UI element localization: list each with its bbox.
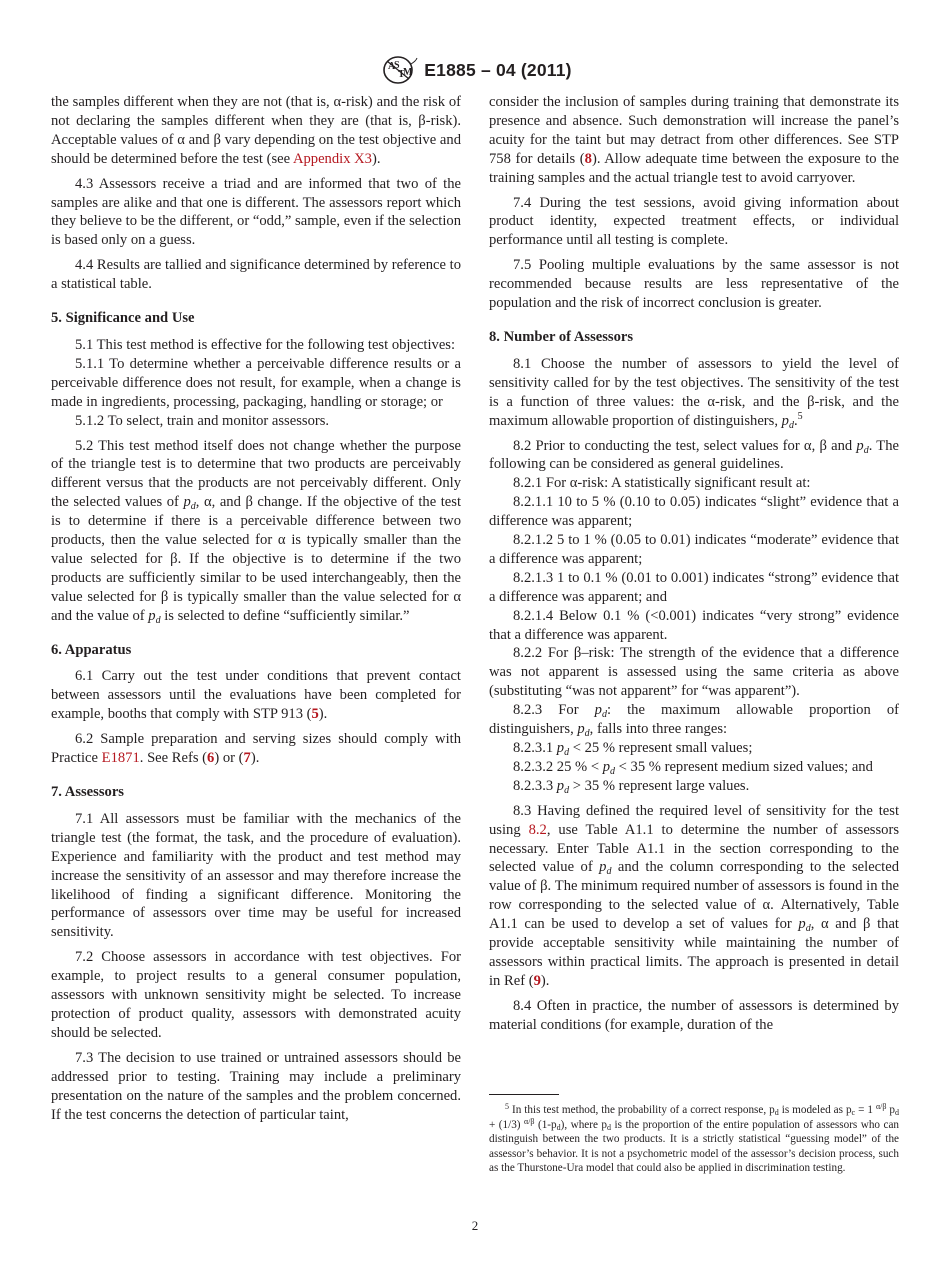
text: ).: [318, 706, 328, 723]
symbol-p: p: [781, 412, 789, 429]
appendix-x3-link[interactable]: Appendix X3: [292, 150, 372, 167]
text: , falls into three ranges:: [589, 721, 728, 738]
paragraph-5-1-1: 5.1.1 To determine whether a perceivable difference results or a perceivable difference does not result, for example, when a change is made in ingredients, processing, packaging, handling or storage; or: [51, 355, 461, 410]
symbol-p: p: [148, 607, 156, 624]
section-heading-7: 7. Assessors: [51, 784, 124, 800]
text: ) or (: [214, 750, 244, 767]
subscript-d: d: [805, 923, 811, 935]
paragraph-4-4: 4.4 Results are tallied and significance determined by reference to a statistical table.: [51, 257, 461, 293]
reference-7-link[interactable]: 7: [243, 750, 251, 767]
subscript-d: d: [155, 614, 161, 626]
paragraph-6-2: [51, 730, 461, 768]
left-column: [51, 93, 461, 1130]
paragraph-5-2: [51, 437, 461, 626]
text: 8.2 Prior to conducting the test, select values for α, β and: [513, 437, 857, 454]
footnote-divider: [489, 1094, 559, 1095]
text: ). Allow adequate time between the exposure to the training samples and the actual triangle test to avoid carryover.: [489, 150, 899, 186]
subscript-d: d: [895, 1108, 900, 1117]
text: , use Table A1.1 to determine the number of assessors necessary. Enter Table A1.1 in the section corresponding to the selected value of: [489, 821, 899, 876]
paragraph-8-2-1-4: 8.2.1.4 Below 0.1 % (<0.001) indicates “very strong” evidence that a difference was apparent.: [489, 607, 899, 643]
reference-9-link[interactable]: 9: [533, 972, 541, 989]
paragraph-8-2-2: 8.2.2 For β–risk: The strength of the evidence that a difference was not apparent is assessed using the same criteria as above (substituting “was not apparent” for “was apparent”).: [489, 645, 899, 700]
subscript-d: d: [774, 1108, 779, 1117]
subscript-d: d: [610, 765, 616, 777]
paragraph-8-3: [489, 802, 899, 991]
paragraph-8-2-3-2: [489, 758, 899, 777]
paragraph-5-1-2: 5.1.2 To select, train and monitor assessors.: [75, 412, 330, 429]
subscript-d: d: [606, 866, 612, 878]
text: p: [886, 1104, 896, 1116]
paragraph-7-1: 7.1 All assessors must be familiar with the mechanics of the triangle test (the format, the task, and the procedure of evaluation). Experience and familiarity with the product and test method may increase the sensitivity of an assessor and may therefore increase the likelihood of finding a significant difference. Monitoring the performance of assessors over time may be useful for increased sensitivity.: [51, 810, 461, 941]
text: is modeled as p: [778, 1104, 852, 1116]
text: .: [793, 412, 798, 429]
subscript-c: c: [851, 1108, 856, 1117]
text: ), where p: [560, 1118, 608, 1131]
section-heading-6: 6. Apparatus: [51, 641, 132, 658]
text: , α, and β change. If the objective of the test is to determine if there is a perceivable difference between two products, then the value selected for α is typically smaller than the value selected for β. If the objective is to determine if the two products are sufficiently similar to be used interchangeably, then the value selected for β is typically smaller than the value selected for α and the value of: [51, 494, 462, 624]
footnote-marker: 5: [505, 1102, 509, 1111]
section-8-2-link[interactable]: 8.2: [528, 821, 547, 838]
text: 6.2 Sample preparation and serving sizes should comply with Practice: [51, 731, 461, 767]
subscript-d: d: [564, 784, 570, 796]
text: + (1/3): [489, 1118, 525, 1131]
subscript-d: d: [584, 728, 590, 740]
symbol-p: p: [556, 740, 565, 756]
paragraph-8-2-3-1: [489, 739, 899, 758]
symbol-p: p: [183, 494, 191, 511]
paragraph-5-1: 5.1 This test method is effective for the following test objectives:: [75, 336, 456, 353]
subscript-d: d: [863, 444, 869, 456]
document-id: E1885 – 04 (2011): [424, 59, 572, 80]
svg-text:A: A: [388, 61, 396, 72]
svg-text:S: S: [394, 60, 400, 71]
subscript-d: d: [190, 501, 196, 513]
paragraph-8-1: [489, 355, 899, 431]
subscript-d: d: [601, 709, 607, 721]
paragraph-7-4: 7.4 During the test sessions, avoid giving information about product identity, expected treatment effects, or individual performance until all testing is complete.: [489, 194, 899, 249]
text: : the maximum allowable proportion of distinguishers,: [489, 702, 899, 738]
text: 6.1 Carry out the test under conditions that prevent contact between assessors until the evaluations have been completed for example, booths that comply with STP 913 (: [51, 668, 461, 723]
footnote-5-marker[interactable]: 5: [797, 410, 803, 422]
text: 8.2.3.3: [513, 777, 557, 794]
reference-5-link[interactable]: 5: [311, 706, 319, 723]
text: , α and β that provide acceptable sensitivity while maintaining the number of assessors within practical limits. The approach is presented in detail in Ref (: [489, 916, 899, 989]
page-header: [0, 54, 950, 86]
text: ).: [250, 750, 260, 767]
text: < 35 % represent medium sized values; and: [615, 758, 873, 775]
symbol-p: p: [556, 777, 565, 794]
paragraph-8-4: 8.4 Often in practice, the number of assessors is determined by material conditions (for example, duration of the: [489, 997, 899, 1033]
astm-logo-icon: [378, 55, 418, 85]
text: ).: [371, 150, 381, 167]
text: In this test method, the probability of a correct response, p: [509, 1104, 775, 1116]
page-number: 2: [471, 1218, 479, 1233]
subscript-d: d: [564, 747, 570, 758]
paragraph-8-2-1-1: 8.2.1.1 10 to 5 % (0.10 to 0.05) indicates “slight” evidence that a difference was apparent;: [489, 494, 899, 530]
superscript-alpha-beta: α/β: [875, 1102, 887, 1111]
paragraph-7-2: 7.2 Choose assessors in accordance with test objectives. For example, to project results to a general consumer population, assessors with unknown sensitivity might be selected. To increase protection of product quality, assessors with demonstrated acuity should be selected.: [51, 949, 461, 1041]
symbol-p: p: [602, 758, 611, 775]
section-heading-5: 5. Significance and Use: [51, 310, 195, 327]
symbol-p: p: [577, 721, 585, 738]
right-column: [489, 93, 899, 1041]
paragraph-8-2-1: 8.2.1 For α-risk: A statistically significant result at:: [513, 475, 811, 492]
symbol-p: p: [594, 702, 602, 719]
text: 5.2 This test method itself does not change whether the purpose of the triangle test is to determine that two products are perceivably different versus that the products are not perceivably different. Only the selected values of: [51, 437, 461, 511]
text: 8.3 Having defined the required level of sensitivity for the test using: [489, 802, 899, 838]
reference-6-link[interactable]: 6: [207, 750, 215, 767]
footnote-5: [489, 1103, 899, 1176]
superscript-alpha-beta: α/β: [524, 1116, 535, 1126]
paragraph-7-3-continued: [489, 93, 899, 188]
paragraph-8-2-3: [489, 701, 899, 739]
paragraph-8-2-1-2: 8.2.1.2 5 to 1 % (0.05 to 0.01) indicates “moderate” evidence that a difference was apparent;: [489, 532, 899, 567]
reference-8-link[interactable]: 8: [584, 150, 592, 167]
paragraph-6-1: [51, 667, 461, 724]
paragraph-8-2-3-3: [489, 777, 899, 796]
text: 8.1 Choose the number of assessors to yield the level of sensitivity called for by the test objectives. The sensitivity of the test is a function of three values: the α-risk, and the β-risk, and the maximum allowable proportion of distinguishers,: [489, 355, 899, 429]
text: (1-p: [534, 1118, 557, 1131]
paragraph-8-2: [489, 437, 899, 475]
text: 8.2.3.1: [513, 740, 557, 756]
text: < 25 % represent small values;: [569, 740, 753, 756]
paragraph-4-2-continued: [51, 93, 461, 169]
svg-text:M: M: [403, 67, 413, 78]
text: is the proportion of the entire population of assessors who can distinguish between the two products. It is a strictly statistical “guessing model” of the assessor’s behavior. It is not a psychometric model of the assessor’s decision process, such as the Thurstone-Ura model that could also be applied in discrimination testing.: [489, 1118, 900, 1175]
section-heading-8: 8. Number of Assessors: [489, 328, 634, 345]
symbol-p: p: [599, 859, 607, 876]
subscript-d: d: [556, 1122, 561, 1132]
paragraph-8-2-1-3: 8.2.1.3 1 to 0.1 % (0.01 to 0.001) indicates “strong” evidence that a difference was apparent; and: [489, 569, 899, 605]
subscript-d: d: [607, 1122, 612, 1132]
subscript-d: d: [788, 419, 794, 431]
paragraph-7-5: 7.5 Pooling multiple evaluations by the same assessor is not recommended because results are less representative of the population and the risk of incorrect conclusion is greater.: [489, 257, 899, 312]
text: ).: [540, 972, 550, 989]
text: is selected to define “sufficiently similar.”: [160, 607, 410, 624]
text: = 1: [855, 1104, 876, 1116]
text: > 35 % represent large values.: [569, 777, 750, 794]
paragraph-7-3: 7.3 The decision to use trained or untrained assessors should be addressed prior to testing. Training may include a preliminary presentation on the nature of the samples and the problem concerned. If the test concerns the detection of particular taint,: [51, 1049, 461, 1123]
svg-text:T: T: [398, 69, 405, 80]
symbol-p: p: [798, 916, 806, 933]
symbol-p: p: [856, 437, 864, 454]
text: . See Refs (: [139, 750, 208, 767]
text: 8.2.3 For: [513, 702, 595, 719]
text: 8.2.3.2 25 % <: [513, 758, 603, 775]
text: and the column corresponding to the selected value of β. The minimum required number of assessors is found in the row corresponding to the selected value of α. Alternatively, Table A1.1 can be used to develop a set of values for: [489, 859, 899, 933]
e1871-link[interactable]: E1871: [101, 750, 140, 767]
text: the samples different when they are not (that is, α-risk) and the risk of not declaring the samples different when they are (that is, β-risk). Acceptable values of α and β vary depending on the test objective and should be determined before the test (see: [51, 94, 461, 167]
paragraph-4-3: 4.3 Assessors receive a triad and are informed that two of the samples are alike and that one is different. The assessors report which they believe to be the different, or “odd,” sample, even if the selection is based only on a guess.: [51, 175, 461, 249]
text: . The following can be considered as general guidelines.: [489, 437, 899, 473]
text: consider the inclusion of samples during training that demonstrate its presence and absence. Such demonstration will increase the panel’s acuity for the taint but may detract from other differences. See STP 758 for details (: [489, 94, 899, 167]
